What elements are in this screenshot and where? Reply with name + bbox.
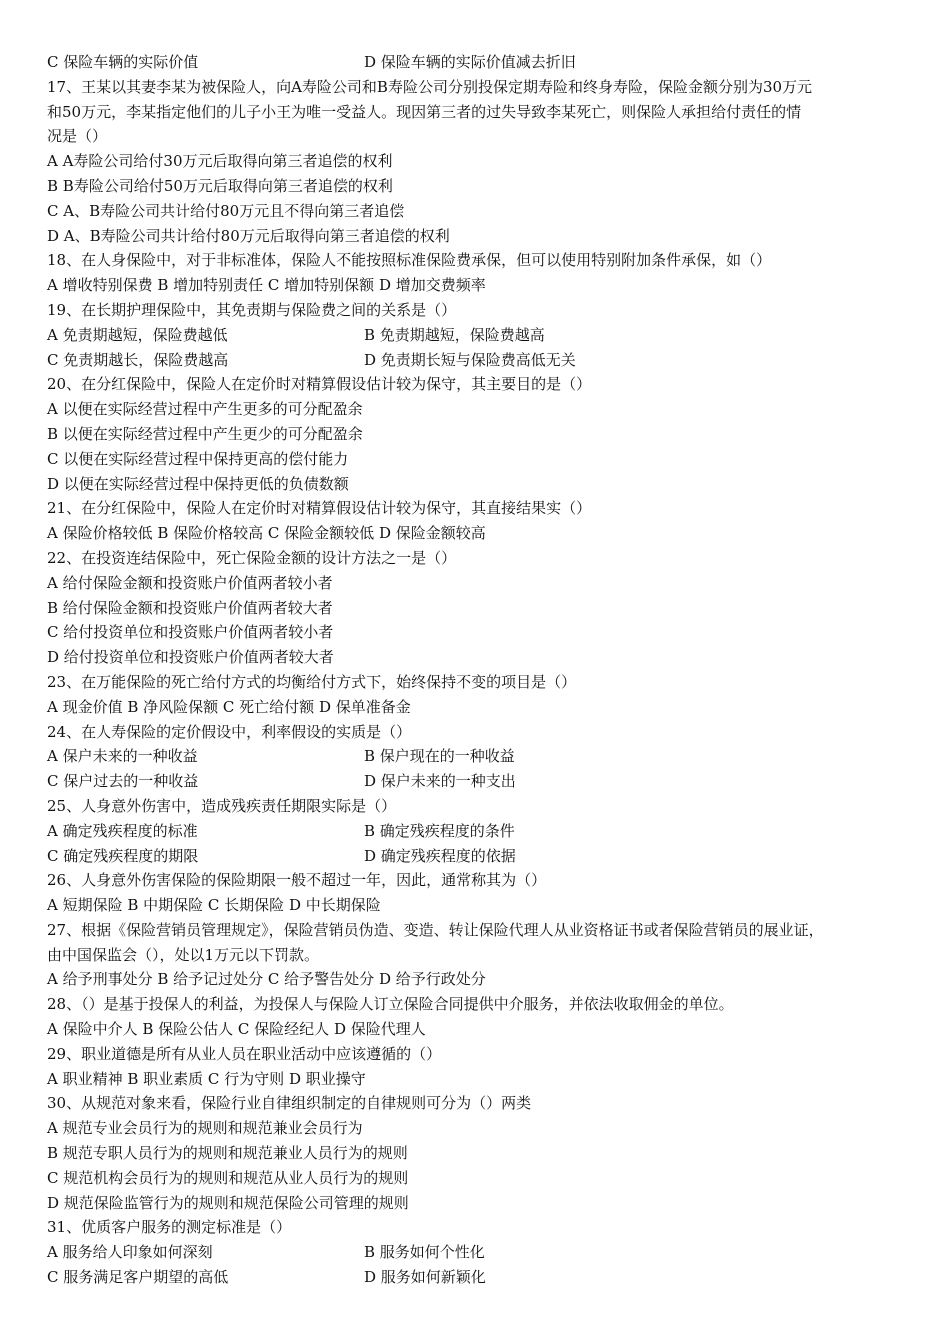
option-line: D 给付投资单位和投资账户价值两者较大者 xyxy=(47,648,334,667)
option-text: D 免责期长短与保险费高低无关 xyxy=(364,350,576,369)
option-pair-row xyxy=(47,323,917,348)
option-text: B 确定残疾程度的条件 xyxy=(364,821,515,840)
question-list xyxy=(47,50,917,1290)
option-line: C A、B寿险公司共计给付80万元且不得向第三者追偿 xyxy=(47,201,405,220)
option-text: A 保户未来的一种收益 xyxy=(47,747,198,766)
option-line: A 给予刑事处分 B 给予记过处分 C 给予警告处分 D 给予行政处分 xyxy=(47,970,486,989)
question-line: 25、人身意外伤害中，造成残疾责任期限实际是（） xyxy=(47,796,397,815)
option-line: A 保险中介人 B 保险公估人 C 保险经纪人 D 保险代理人 xyxy=(47,1020,426,1039)
option-text: A 确定残疾程度的标准 xyxy=(47,821,198,840)
option-line: C 以便在实际经营过程中保持更高的偿付能力 xyxy=(47,449,349,468)
option-text: B 保户现在的一种收益 xyxy=(364,747,515,766)
option-text: D 确定残疾程度的依据 xyxy=(364,846,516,865)
option-line: D A、B寿险公司共计给付80万元后取得向第三者追偿的权利 xyxy=(47,226,450,245)
option-pair-row xyxy=(47,744,917,769)
option-pair-row xyxy=(47,50,917,75)
option-text: B 服务如何个性化 xyxy=(364,1243,485,1262)
option-line: A 职业精神 B 职业素质 C 行为守则 D 职业操守 xyxy=(47,1069,366,1088)
option-line: B 以便在实际经营过程中产生更少的可分配盈余 xyxy=(47,424,363,443)
option-text: C 服务满足客户期望的高低 xyxy=(47,1268,229,1287)
question-line: 17、王某以其妻李某为被保险人，向A寿险公司和B寿险公司分别投保定期寿险和终身寿险，保险金额分别为30万元 xyxy=(47,77,813,96)
option-pair-row xyxy=(47,1240,917,1265)
question-line: 31、优质客户服务的测定标准是（） xyxy=(47,1218,292,1237)
option-line: B 给付保险金额和投资账户价值两者较大者 xyxy=(47,598,333,617)
option-text: A 服务给人印象如何深刻 xyxy=(47,1243,213,1262)
option-pair-row xyxy=(47,819,917,844)
option-text: C 保险车辆的实际价值 xyxy=(47,53,199,71)
question-line: 22、在投资连结保险中，死亡保险金额的设计方法之一是（） xyxy=(47,548,457,567)
option-text: D 保险车辆的实际价值减去折旧 xyxy=(364,53,576,71)
question-line: 21、在分红保险中，保险人在定价时对精算假设估计较为保守，其直接结果实（） xyxy=(47,499,592,518)
question-line: 20、在分红保险中，保险人在定价时对精算假设估计较为保守，其主要目的是（） xyxy=(47,375,592,394)
option-line: C 给付投资单位和投资账户价值两者较小者 xyxy=(47,623,334,642)
option-text: A 免责期越短，保险费越低 xyxy=(47,325,228,344)
question-line: 19、在长期护理保险中，其免责期与保险费之间的关系是（） xyxy=(47,300,457,319)
option-pair-row xyxy=(47,844,917,869)
question-line: 26、人身意外伤害保险的保险期限一般不超过一年，因此，通常称其为（） xyxy=(47,871,547,890)
question-line: 由中国保监会（），处以1万元以下罚款。 xyxy=(47,945,320,964)
option-line: A 以便在实际经营过程中产生更多的可分配盈余 xyxy=(47,400,363,419)
option-text: D 保户未来的一种支出 xyxy=(364,772,516,791)
question-line: 24、在人寿保险的定价假设中，利率假设的实质是（） xyxy=(47,722,412,741)
option-text: C 保户过去的一种收益 xyxy=(47,772,199,791)
question-line: 29、职业道德是所有从业人员在职业活动中应该遵循的（） xyxy=(47,1044,442,1063)
option-line: B 规范专职人员行为的规则和规范兼业人员行为的规则 xyxy=(47,1144,408,1163)
option-pair-row xyxy=(47,1265,917,1290)
option-pair-row xyxy=(47,348,917,373)
option-line: A 规范专业会员行为的规则和规范兼业会员行为 xyxy=(47,1119,363,1138)
option-text: C 免责期越长，保险费越高 xyxy=(47,350,229,369)
question-line: 18、在人身保险中，对于非标准体，保险人不能按照标准保险费承保，但可以使用特别附加条件承保，如（） xyxy=(47,251,772,270)
option-line: A 短期保险 B 中期保险 C 长期保险 D 中长期保险 xyxy=(47,896,381,915)
question-line: 27、根据《保险营销员管理规定》，保险营销员伪造、变造、转让保险代理人从业资格证书或者保险营销员的展业证， xyxy=(47,920,824,939)
question-line: 和50万元，李某指定他们的儿子小王为唯一受益人。现因第三者的过失导致李某死亡，则保险人承担给付责任的情 xyxy=(47,102,802,121)
option-pair-row xyxy=(47,769,917,794)
question-line: 30、从规范对象来看，保险行业自律组织制定的自律规则可分为（）两类 xyxy=(47,1094,532,1113)
option-line: D 规范保险监管行为的规则和规范保险公司管理的规则 xyxy=(47,1193,409,1212)
option-line: A 给付保险金额和投资账户价值两者较小者 xyxy=(47,573,333,592)
option-line: A A寿险公司给付30万元后取得向第三者追偿的权利 xyxy=(47,152,393,171)
option-line: A 保险价格较低 B 保险价格较高 C 保险金额较低 D 保险金额较高 xyxy=(47,524,486,543)
option-line: A 增收特别保费 B 增加特别责任 C 增加特别保额 D 增加交费频率 xyxy=(47,276,486,295)
question-line: 况是（） xyxy=(47,127,108,146)
question-line: 28、（）是基于投保人的利益，为投保人与保险人订立保险合同提供中介服务，并依法收取佣金的单位。 xyxy=(47,995,734,1014)
option-line: D 以便在实际经营过程中保持更低的负债数额 xyxy=(47,474,349,493)
option-line: B B寿险公司给付50万元后取得向第三者追偿的权利 xyxy=(47,176,393,195)
option-line: C 规范机构会员行为的规则和规范从业人员行为的规则 xyxy=(47,1168,409,1187)
option-text: D 服务如何新颖化 xyxy=(364,1268,486,1287)
option-line: A 现金价值 B 净风险保额 C 死亡给付额 D 保单准备金 xyxy=(47,697,411,716)
option-text: B 免责期越短，保险费越高 xyxy=(364,325,545,344)
option-text: C 确定残疾程度的期限 xyxy=(47,846,199,865)
question-line: 23、在万能保险的死亡给付方式的均衡给付方式下，始终保持不变的项目是（） xyxy=(47,672,577,691)
